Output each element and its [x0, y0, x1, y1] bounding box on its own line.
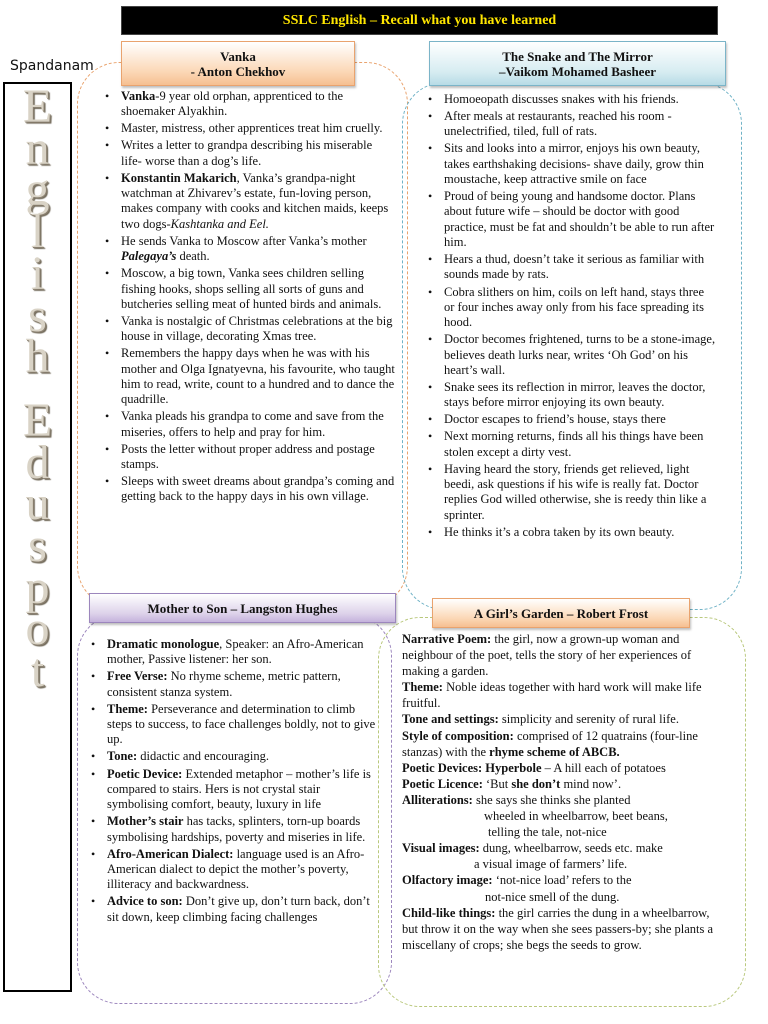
garden-olfactory: Olfactory image: ‘not-nice load’ refers to the [402, 873, 632, 888]
banner-letter: p [25, 560, 50, 614]
list-item: • Advice to son: Don’t give up, don’t turn back, don’t sit down, keep climbing facing challenges [89, 894, 379, 925]
list-item: • After meals at restaurants, reached his room - unelectrified, tiled, full of rats. [426, 109, 716, 140]
list-item: • Mother’s stair has tacks, splinters, torn-up boards symbolising hardships, poverty and miseries in life. [89, 814, 379, 845]
garden-visual: Visual images: dung, wheelbarrow, seeds etc. make [402, 841, 663, 856]
list-item: • Sleeps with sweet dreams about grandpa’s coming and getting back to the happy days in his own village. [103, 474, 395, 505]
banner-letter: g [25, 163, 50, 217]
list-item: • Moscow, a big town, Vanka sees children selling fishing hooks, shops selling all sorts of guns and butcheries selling meat of hunted birds and animals. [103, 266, 395, 312]
banner-letter: E [22, 80, 53, 133]
list-item: • Proud of being young and handsome doctor. Plans about future wife – should be doctor with good practice, must be fat and shouldn’t be able to run after him. [426, 189, 716, 250]
banner-letter: i [30, 246, 45, 300]
garden-childlike: Child-like things: the girl carries the dung in a wheelbarrow, but throw it on the way when she sees passers-by; she plants a miscellany of crops; she begs the seeds to grow. [402, 905, 714, 952]
mother-title: Mother to Son – Langston Hughes [147, 600, 338, 616]
garden-alliterations-line3: telling the tale, not-nice [488, 825, 607, 840]
banner-letter: s [28, 519, 47, 573]
vanka-author: - Anton Chekhov [190, 63, 286, 79]
garden-title: A Girl’s Garden – Robert Frost [473, 605, 649, 621]
list-item: • Homoeopath discusses snakes with his friends. [426, 92, 716, 107]
list-item: • Doctor becomes frightened, turns to be a stone-image, believes death lurks near, writes ‘Oh God’ on his heart’s wall. [426, 332, 716, 378]
list-item: • Afro-American Dialect: language used is an Afro-American dialect to depict the mother’s poverty, illiteracy and backwardness. [89, 847, 379, 893]
list-item: • Writes a letter to grandpa describing his miserable life- worse than a dog’s life. [103, 138, 395, 169]
banner-letter: n [25, 121, 50, 175]
garden-licence: Poetic Licence: ‘But she don’t mind now’. [402, 776, 622, 791]
vanka-title: Vanka [220, 48, 256, 64]
mother-header [89, 593, 396, 623]
garden-tone: Tone and settings: simplicity and serenity of rural life. [402, 712, 679, 727]
list-item: • Sits and looks into a mirror, enjoys his own beauty, takes earthshaking decisions- shave daily, grow thin moustache, keep attractive smile on face [426, 141, 716, 187]
mother-notes [89, 637, 379, 927]
list-item: • Poetic Device: Extended metaphor – mother’s life is compared to stairs. Hers is not crystal stair symbolising comfort, beauty, luxury in life [89, 767, 379, 813]
list-item: • Having heard the story, friends get relieved, light beedi, ask questions if his wife is really fat. Doctor replies God willed otherwise, she is reedy thin like a sprinter. [426, 462, 716, 523]
list-item: • Vanka pleads his grandpa to come and save from the miseries, offers to help and pray for him. [103, 409, 395, 440]
page-title: SSLC English – Recall what you have learned [121, 6, 718, 35]
garden-olfactory-line2: not-nice smell of the dung. [485, 889, 620, 904]
banner-letter: u [25, 477, 50, 531]
banner-letter: o [25, 602, 50, 656]
list-item: • Tone: didactic and encouraging. [89, 749, 379, 764]
garden-header [432, 598, 690, 628]
garden-narrative: Narrative Poem: the girl, now a grown-up woman and neighbour of the poet, tells the story of her experiences of making a garden. [402, 632, 692, 679]
list-item: • Doctor escapes to friend’s house, stays there [426, 412, 716, 427]
list-item: • Cobra slithers on him, coils on left hand, stays three or four inches away only from his face spreading its hood. [426, 285, 716, 331]
banner-letter: d [25, 435, 50, 489]
garden-theme: Theme: Noble ideas together with hard work will make life fruitful. [402, 680, 702, 711]
garden-notes [402, 631, 720, 953]
garden-alliterations: Alliterations: she says she thinks she planted [402, 792, 631, 807]
list-item: • Konstantin Makarich, Vanka’s grandpa-night watchman at Zhivarev’s estate, fun-loving person, makes company with cooks and kitchen maids, keeps two dogs-Kashtanka and Eel. [103, 171, 395, 232]
garden-alliterations-line2: wheeled in wheelbarrow, beet beans, [484, 809, 668, 824]
garden-visual-line2: a visual image of farmers’ life. [474, 857, 628, 872]
list-item: • He sends Vanka to Moscow after Vanka’s mother Palegaya’s death. [103, 234, 395, 265]
garden-style: Style of composition: comprised of 12 quatrains (four-line stanzas) with the rhyme scheme of ABCB. [402, 728, 698, 759]
garden-devices: Poetic Devices: Hyperbole – A hill each of potatoes [402, 760, 666, 775]
snake-header [429, 41, 726, 86]
banner-letter: E [22, 393, 53, 447]
banner-letter: l [30, 205, 45, 259]
list-item: • Free Verse: No rhyme scheme, metric pattern, consistent stanza system. [89, 669, 379, 700]
list-item: • Snake sees its reflection in mirror, leaves the doctor, stays before mirror enjoying its own beauty. [426, 380, 716, 411]
list-item: • Dramatic monologue, Speaker: an Afro-American mother, Passive listener: her son. [89, 637, 379, 668]
banner-letter: s [28, 288, 47, 342]
list-item: • Remembers the happy days when he was with his mother and Olga Ignatyevna, his favourite, who taught him to read, write, count to a hundred and to dance the quadrille. [103, 346, 395, 407]
brand-label: Spandanam [10, 58, 94, 74]
banner-letter: t [30, 644, 45, 698]
list-item: • Next morning returns, finds all his things have been stolen except a dirty vest. [426, 429, 716, 460]
banner-letter: h [25, 330, 50, 384]
list-item: • Master, mistress, other apprentices treat him cruelly. [103, 121, 395, 136]
list-item: • Posts the letter without proper address and postage stamps. [103, 442, 395, 473]
list-item: • Vanka-9 year old orphan, apprenticed to the shoemaker Alyakhin. [103, 89, 395, 120]
vanka-header [121, 41, 355, 86]
snake-title: The Snake and The Mirror [502, 48, 653, 64]
list-item: • Vanka is nostalgic of Christmas celebrations at the big house in village, decorating Xmas tree. [103, 314, 395, 345]
list-item: • Hears a thud, doesn’t take it serious as familiar with sounds made by rats. [426, 252, 716, 283]
side-banner [3, 82, 72, 992]
snake-author: –Vaikom Mohamed Basheer [499, 63, 656, 79]
list-item: • He thinks it’s a cobra taken by its own beauty. [426, 525, 716, 540]
side-banner-title [5, 80, 70, 698]
vanka-notes [103, 89, 395, 506]
list-item: • Theme: Perseverance and determination to climb steps to success, to face challenges boldly, not to give up. [89, 702, 379, 748]
snake-notes [426, 92, 716, 542]
